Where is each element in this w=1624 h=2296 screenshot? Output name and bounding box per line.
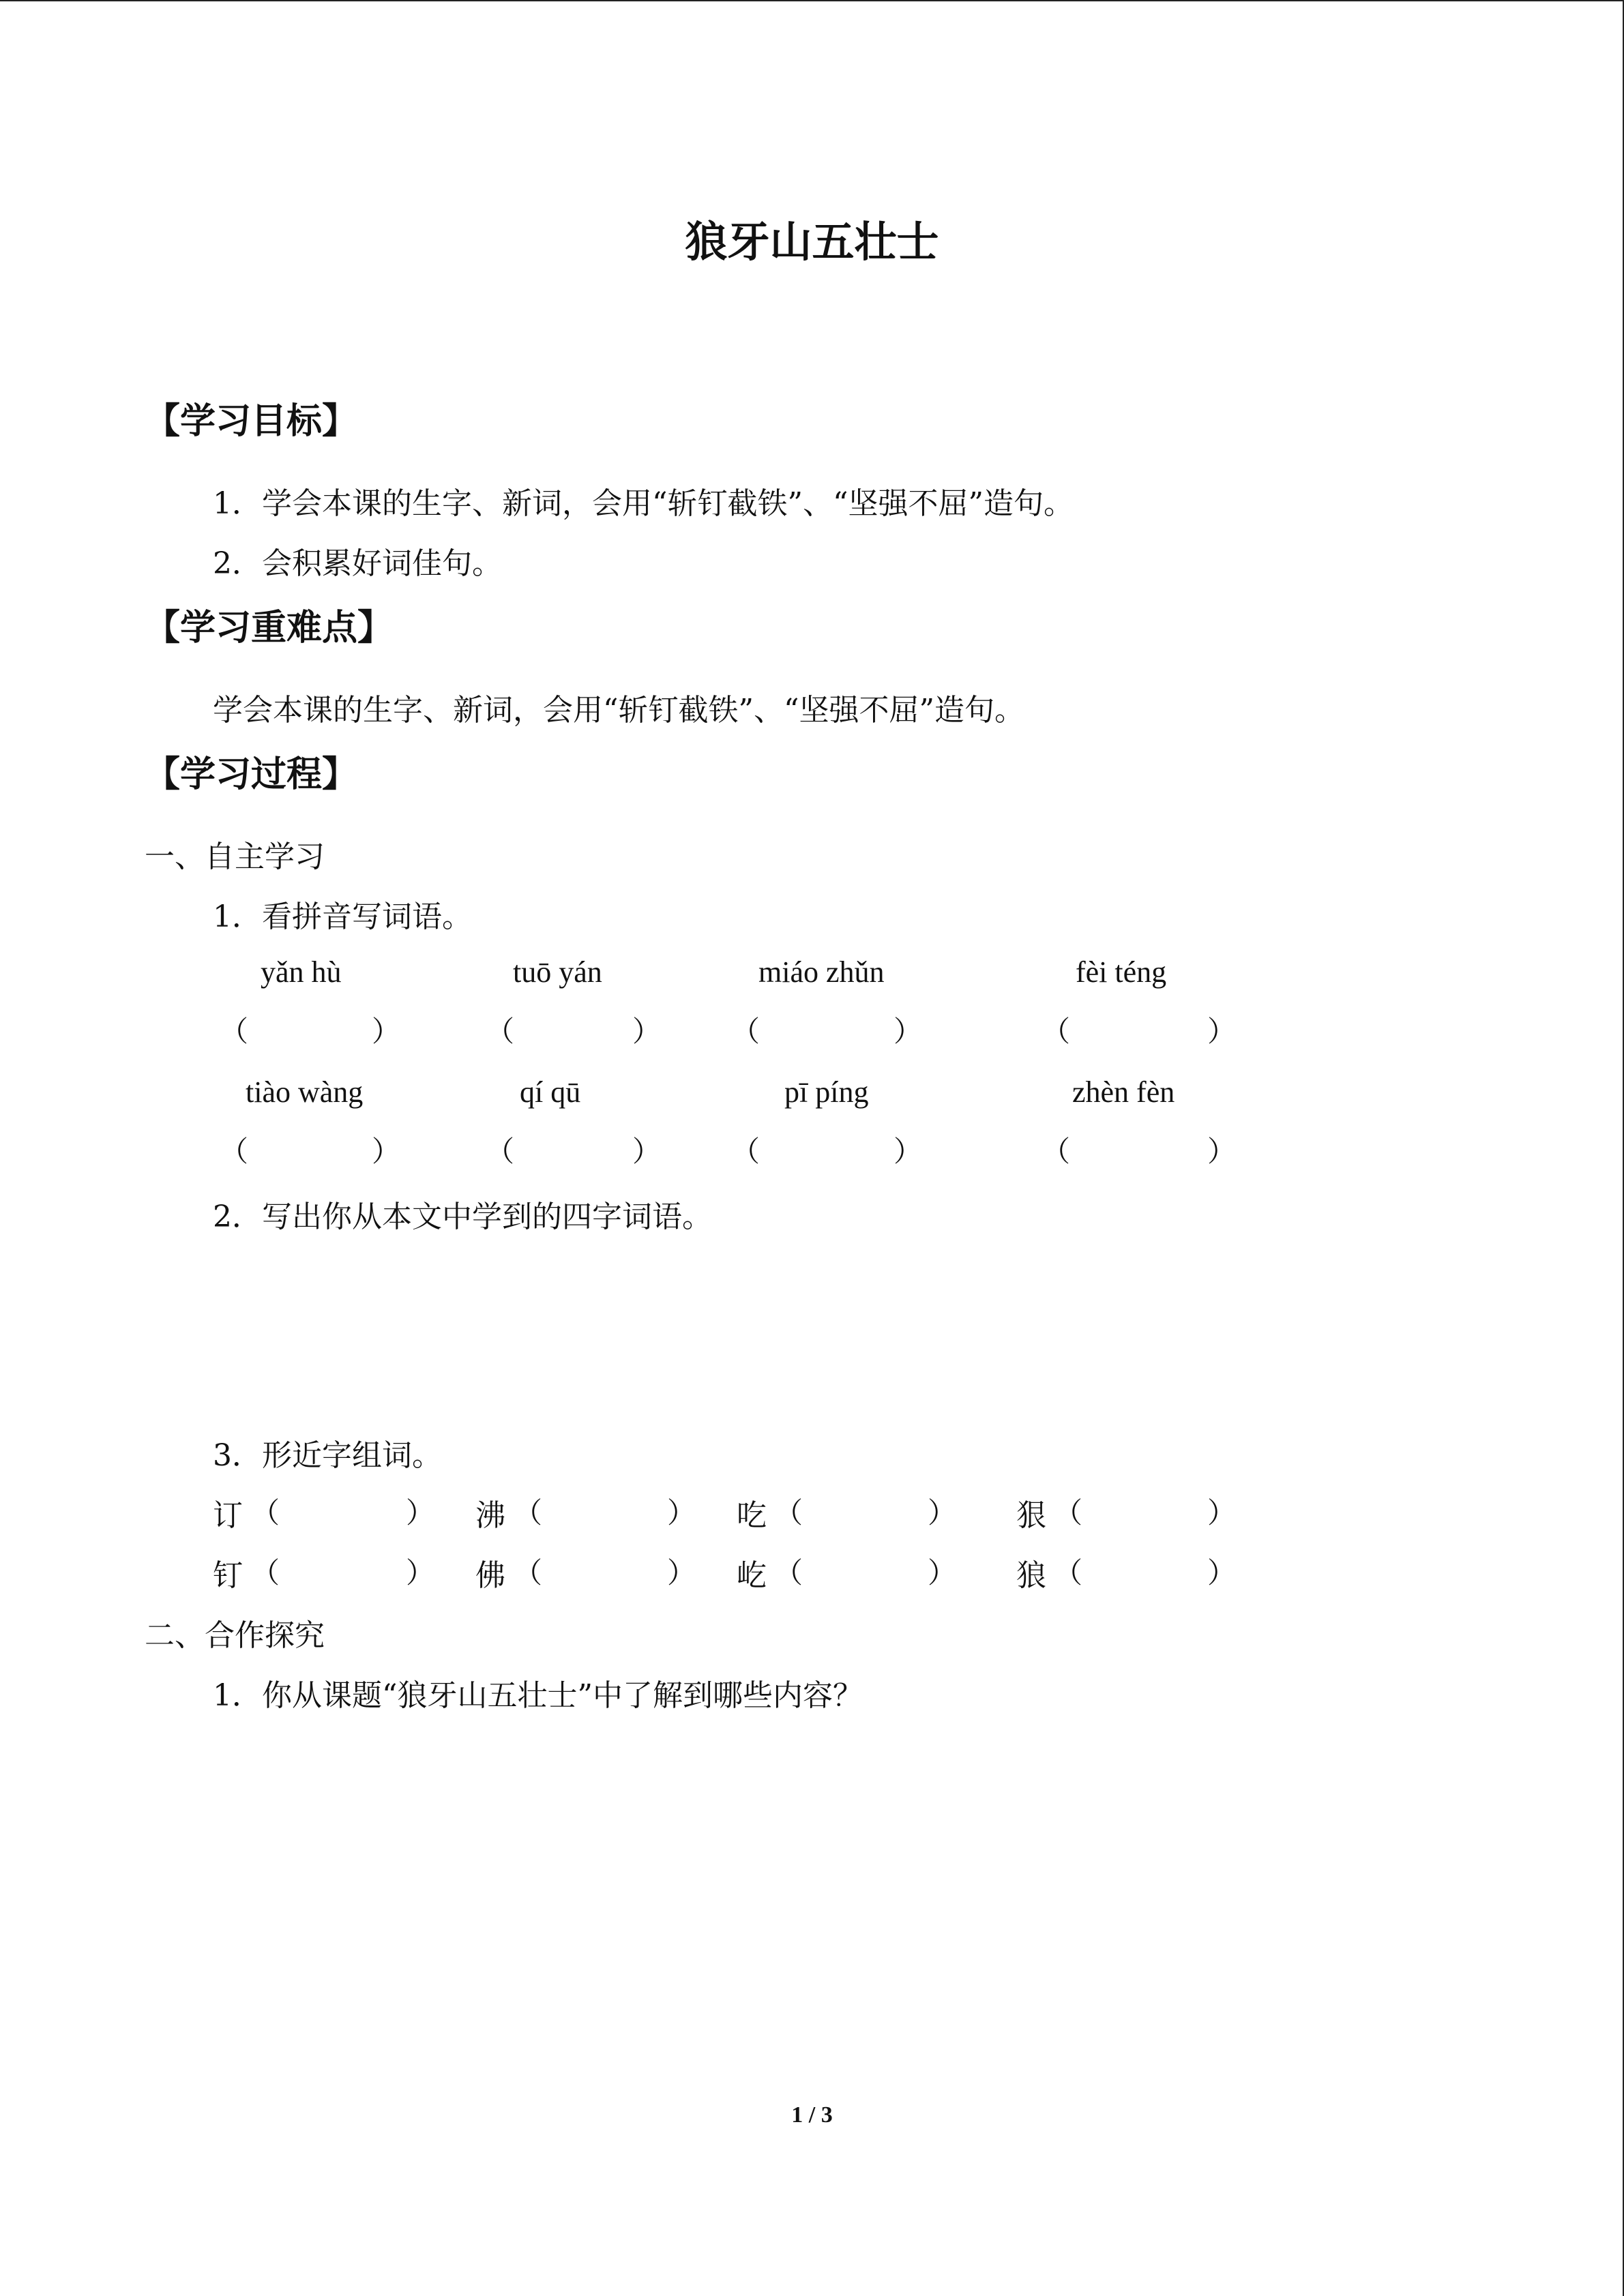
similar-char-lang: 狼 [1016,1558,1046,1593]
answer-blank-close: ） [928,1556,957,1590]
answer-blank-open: （ [1054,1496,1083,1530]
keypoints-heading: 【学习重难点】 [145,608,394,648]
answer-blank-close: ） [632,1015,662,1048]
answer-blank-close: ） [894,1135,923,1168]
answer-blank-open: （ [220,1135,249,1168]
answer-blank-open: （ [731,1135,761,1168]
answer-blank-open: （ [774,1556,803,1590]
pinyin-feiteng: fèi téng [1076,955,1167,989]
part2-title: 二、合作探究 [145,1618,325,1653]
similar-char-fei: 沸 [475,1498,505,1533]
answer-blank-close: ） [928,1496,957,1530]
pinyin-yanhu: yǎn hù [261,955,342,989]
answer-blank-open: （ [731,1015,761,1048]
answer-blank-open: （ [220,1015,249,1048]
answer-blank-close: ） [372,1135,401,1168]
similar-char-hen: 狠 [1016,1498,1046,1533]
goal-item-1: 1．学会本课的生字、新词，会用“斩钉截铁”、“坚强不屈”造句。 [213,486,1074,521]
answer-blank-close: ） [406,1556,435,1590]
answer-blank-open: （ [514,1496,543,1530]
part1-q1: 1．看拼音写词语。 [213,899,472,934]
answer-blank-close: ） [1207,1556,1237,1590]
answer-blank-close: ） [667,1496,696,1530]
pinyin-miaozhun: miáo zhǔn [758,955,885,989]
pinyin-piping: pī píng [784,1075,869,1109]
answer-blank-open: （ [251,1496,280,1530]
pinyin-qiqu: qí qū [520,1075,581,1109]
answer-blank-open: （ [514,1556,543,1590]
answer-blank-close: ） [632,1135,662,1168]
answer-blank-close: ） [1207,1496,1237,1530]
answer-blank-open: （ [486,1015,515,1048]
keypoints-text: 学会本课的生字、新词，会用“斩钉截铁”、“坚强不屈”造句。 [213,693,1024,728]
answer-blank-close: ） [406,1496,435,1530]
part1-q3: 3．形近字组词。 [213,1438,442,1473]
pinyin-tiaowang: tiào wàng [246,1075,364,1109]
part2-q1: 1．你从课题“狼牙山五壮士”中了解到哪些内容？ [213,1678,863,1713]
answer-blank-close: ） [1207,1015,1237,1048]
similar-char-ding2: 钉 [213,1558,243,1593]
answer-blank-close: ） [894,1015,923,1048]
goal-item-2: 2．会积累好词佳句。 [213,546,502,581]
page-title: 狼牙山五壮士 [685,217,939,267]
answer-blank-close: ） [1207,1135,1237,1168]
pinyin-zhenfen: zhèn fèn [1072,1075,1175,1109]
similar-char-chi: 吃 [737,1498,767,1533]
similar-char-yi: 屹 [737,1558,767,1593]
answer-blank-open: （ [486,1135,515,1168]
answer-blank-open: （ [1054,1556,1083,1590]
answer-blank-open: （ [1042,1015,1071,1048]
answer-blank-close: ） [667,1556,696,1590]
similar-char-fo: 佛 [475,1558,505,1593]
pinyin-tuoyan: tuō yán [513,955,602,989]
similar-char-ding: 订 [213,1498,243,1533]
process-heading: 【学习过程】 [145,754,358,795]
page-number: 1 / 3 [791,2102,833,2128]
goals-heading: 【学习目标】 [145,401,358,442]
answer-blank-open: （ [774,1496,803,1530]
answer-blank-open: （ [251,1556,280,1590]
part1-q2: 2．写出你从本文中学到的四字词语。 [213,1199,712,1234]
answer-blank-close: ） [372,1015,401,1048]
part1-title: 一、自主学习 [145,839,325,874]
answer-blank-open: （ [1042,1135,1071,1168]
